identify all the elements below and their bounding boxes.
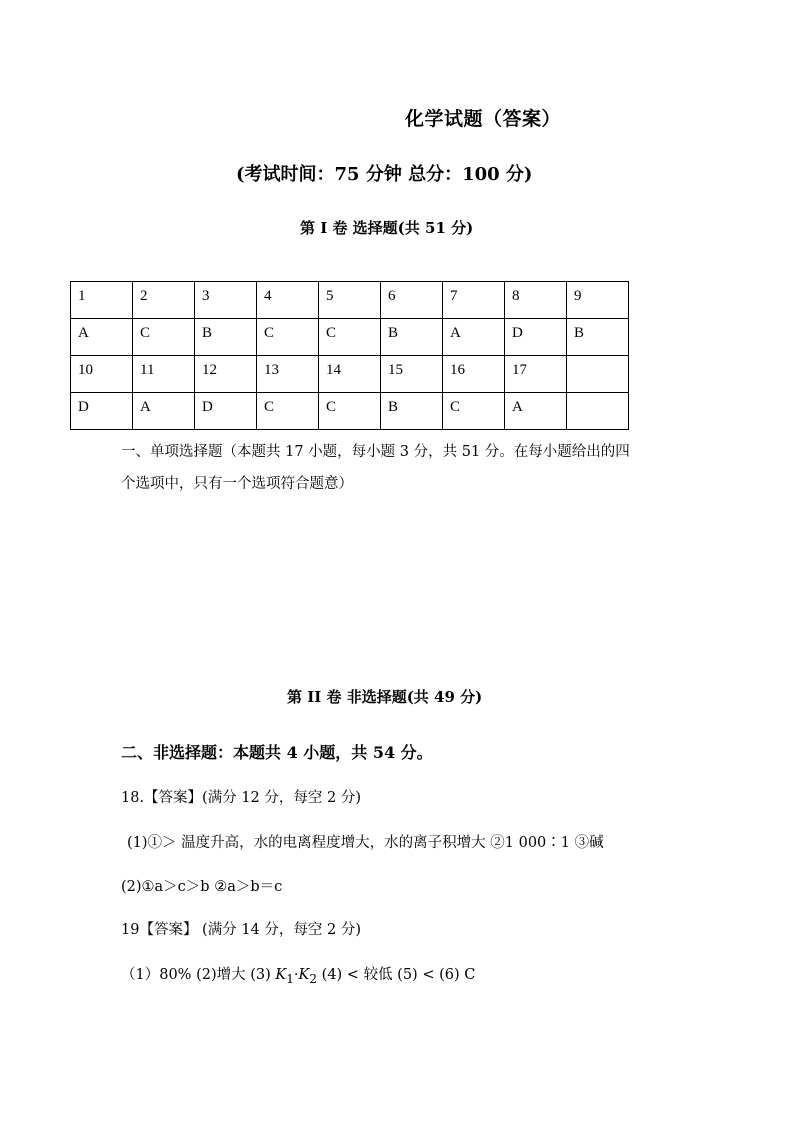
table-cell: [567, 356, 629, 393]
table-cell: [567, 393, 629, 430]
table-cell: C: [257, 319, 319, 356]
table-cell: A: [71, 319, 133, 356]
q19-answer-line: [121, 963, 475, 986]
part1-heading: 第 I 卷 选择题(共 51 分): [300, 219, 474, 237]
q19-answer-part-a: （1）80% (2)增大 (3): [121, 967, 276, 983]
section1-description-line1: 一、单项选择题（本题共 17 小题，每小题 3 分，共 51 分。在每小题给出的四: [121, 444, 630, 460]
table-cell: 13: [257, 356, 319, 393]
table-cell: C: [257, 393, 319, 430]
table-cell: 17: [505, 356, 567, 393]
q18-answer-line2: (2)①a＞c＞b ②a＞b＝c: [121, 879, 283, 895]
part2-heading: 第 II 卷 非选择题(共 49 分): [287, 688, 483, 706]
table-cell: 4: [257, 282, 319, 319]
k2-symbol: K: [298, 967, 310, 983]
table-cell: 6: [381, 282, 443, 319]
q19-header: 19【答案】 (满分 14 分，每空 2 分): [121, 922, 361, 938]
table-cell: 2: [133, 282, 195, 319]
page-title: 化学试题（答案）: [405, 108, 562, 130]
table-cell: A: [133, 393, 195, 430]
section1-description-line2: 个选项中，只有一个选项符合题意）: [121, 476, 353, 492]
k1-symbol: K: [275, 967, 287, 983]
exam-info: (考试时间：75 分钟 总分：100 分): [236, 164, 533, 185]
table-row: [71, 393, 629, 430]
table-cell: 12: [195, 356, 257, 393]
table-cell: 7: [443, 282, 505, 319]
multiply-dot: ·: [293, 967, 299, 983]
table-cell: D: [71, 393, 133, 430]
table-cell: 10: [71, 356, 133, 393]
table-cell: B: [567, 319, 629, 356]
table-cell: 3: [195, 282, 257, 319]
table-cell: 16: [443, 356, 505, 393]
q19-answer-part-b: (4) < 较低 (5) < (6) C: [317, 967, 476, 983]
table-cell: 11: [133, 356, 195, 393]
table-cell: A: [505, 393, 567, 430]
table-cell: D: [195, 393, 257, 430]
table-row: [71, 319, 629, 356]
table-cell: 1: [71, 282, 133, 319]
table-cell: A: [443, 319, 505, 356]
table-row: [71, 356, 629, 393]
q18-answer-line1: (1)①＞ 温度升高，水的电离程度增大，水的离子积增大 ②1 000∶1 ③碱: [127, 835, 604, 851]
table-cell: D: [505, 319, 567, 356]
table-cell: 15: [381, 356, 443, 393]
table-cell: C: [133, 319, 195, 356]
q18-header: 18.【答案】(满分 12 分，每空 2 分): [121, 790, 361, 806]
table-cell: C: [319, 393, 381, 430]
table-cell: 9: [567, 282, 629, 319]
table-cell: 14: [319, 356, 381, 393]
table-row: [71, 282, 629, 319]
table-cell: B: [381, 319, 443, 356]
answer-table: [70, 281, 629, 430]
section2-heading: 二、非选择题：本题共 4 小题，共 54 分。: [121, 743, 433, 762]
k1-subscript: 1: [286, 971, 294, 986]
table-cell: C: [319, 319, 381, 356]
table-cell: B: [381, 393, 443, 430]
table-cell: 5: [319, 282, 381, 319]
table-cell: B: [195, 319, 257, 356]
table-cell: C: [443, 393, 505, 430]
k2-subscript: 2: [309, 971, 318, 986]
table-cell: 8: [505, 282, 567, 319]
